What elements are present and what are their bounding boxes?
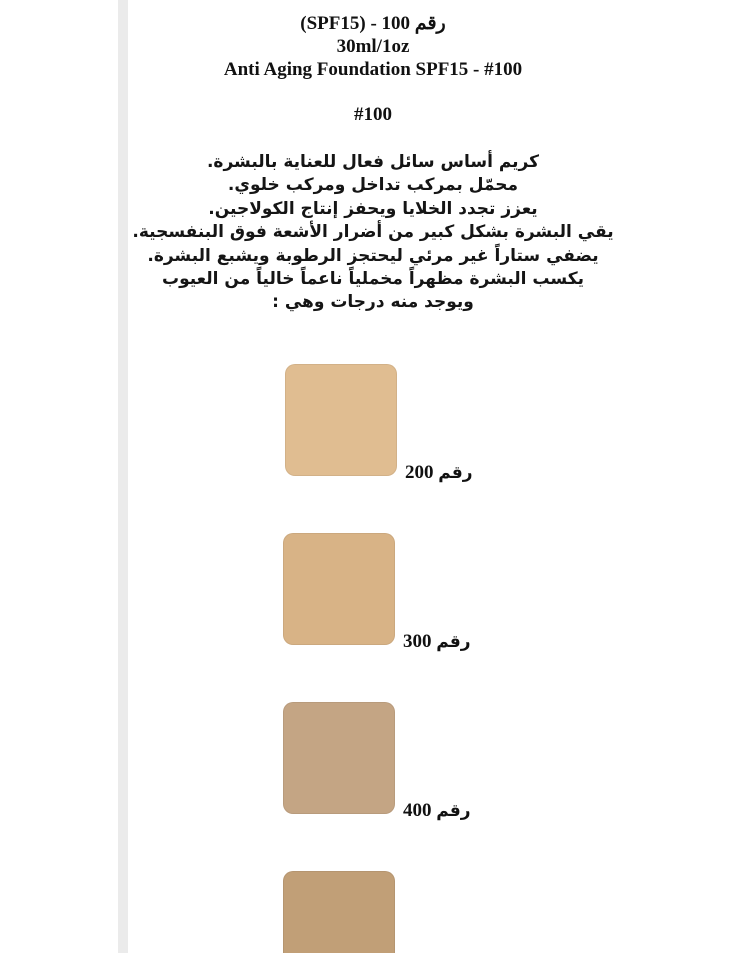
description-line: يعزز تجدد الخلايا ويحفز إنتاج الكولاجين. [208,198,538,219]
shade-label-400 [403,800,471,822]
shade-label-300 [403,631,471,653]
product-heading-arabic: (SPF15) - رقم 100 [300,13,446,34]
shade-label-prefix: رقم [438,463,473,483]
shade-label-number: 200 [405,462,434,483]
description-line: محمّل بمركب تداخل ومركب خلوي. [227,175,519,196]
description-line: ويوجد منه درجات وهي : [272,292,474,313]
shade-swatch-400 [283,702,395,814]
description-line: كريم أساس سائل فعال للعناية بالبشرة. [206,152,540,172]
description-line: يكسب البشرة مظهراً مخملياً ناعماً خالياً من العيوب [161,269,584,290]
shade-code: #100 [354,104,392,125]
product-size: 30ml/1oz [336,36,410,57]
left-border-bar [118,0,128,953]
product-description-panel [128,0,750,953]
shade-label-prefix: رقم [436,801,471,821]
shade-swatch-partial [283,871,395,953]
shade-label-200 [405,462,473,484]
shade-label-number: 300 [403,631,432,652]
product-title: Anti Aging Foundation SPF15 - #100 [223,59,523,80]
description-line: يقي البشرة بشكل كبير من أضرار الأشعة فوق البنفسجية. [132,222,614,243]
shade-label-prefix: رقم [436,632,471,652]
shade-label-number: 400 [403,800,432,821]
shade-swatch-200 [285,364,397,476]
product-description-list [128,151,618,315]
description-line: يضفي ستاراً غير مرئي ليحتجز الرطوبة ويشبع البشرة. [147,245,599,266]
shade-swatch-300 [283,533,395,645]
